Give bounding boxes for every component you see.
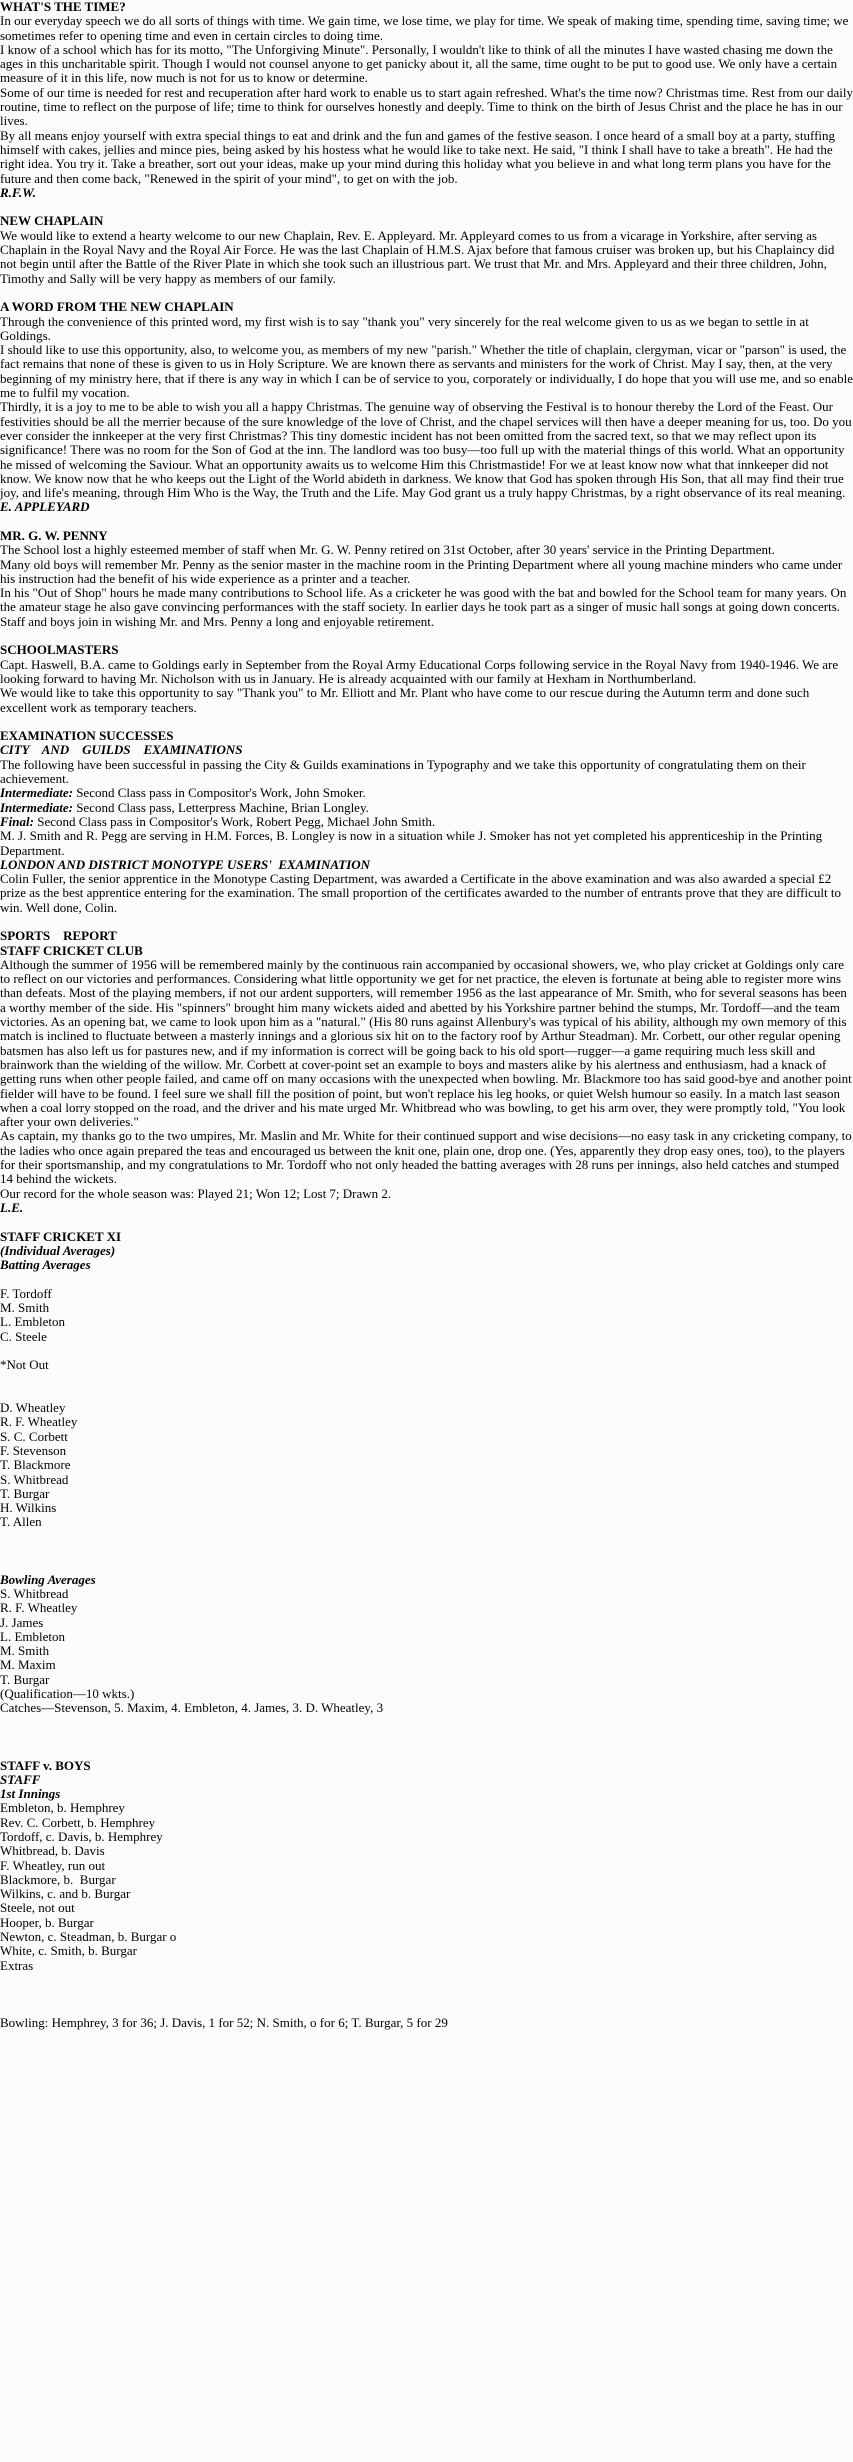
- bowling-averages-heading: Bowling Averages: [0, 1571, 96, 1587]
- scorecard-line: Blackmore, b. Burgar: [0, 1871, 116, 1887]
- cricket-xi-section: [0, 1230, 853, 1716]
- exam-detail: Second Class pass in Compositor's Work, John Smoker.: [72, 785, 366, 801]
- schoolmasters-heading: SCHOOLMASTERS: [0, 642, 119, 658]
- what-time-paragraph: By all means enjoy yourself with extra special things to eat and drink and the fun and games of the festive season. I once heard of a small boy at a party, stuffing himself with cakes, jellies and mince pies, being asked by his hostess what he would like to take next. He said, "I think I shall have to take a breath". He had the right idea. You try it. Take a breather, sort out your ideas, make up your mind during this holiday what you believe in and what long term plans you have for the future and then come back, "Renewed in the spirit of your mind", to get on with the job.: [0, 127, 836, 186]
- scorecard-line: Newton, c. Steadman, b. Burgar o: [0, 1929, 177, 1945]
- what-time-paragraph: Some of our time is needed for rest and recuperation after hard work to enable us to start again refreshed. What's the time now? Christmas time. Rest from our daily routine, time to reflect on the purpose of life; time to think for ourselves honestly and deeply. Time to think on the birth of Jesus Christ and the place he has in our lives.: [0, 84, 853, 129]
- batting-player: M. Smith: [0, 1300, 50, 1316]
- batting-player: D. Wheatley: [0, 1400, 66, 1416]
- exam-level: Intermediate:: [0, 799, 73, 815]
- penny-paragraph: Staff and boys join in wishing Mr. and Mrs. Penny a long and enjoyable retirement.: [0, 613, 435, 629]
- bowling-player: L. Embleton: [0, 1628, 65, 1644]
- schoolmasters-paragraph: Capt. Haswell, B.A. came to Goldings early in September from the Royal Army Educational Corps following service in the Royal Navy from 1940-1946. We are looking forward to having Mr. Nicholson with us in January. He is already acquainted with our family at Hexham in Northumberland.: [0, 656, 839, 686]
- word-chaplain-paragraph: Through the convenience of this printed word, my first wish is to say "thank you" very sincerely for the real welcome given to us as we began to settle in at Goldings.: [0, 313, 809, 343]
- sports-signature: L.E.: [0, 1199, 24, 1215]
- staff-v-boys-section: [0, 1759, 853, 2031]
- scorecard-line: Whitbread, b. Davis: [0, 1843, 105, 1859]
- scorecard-line: Steele, not out: [0, 1900, 75, 1916]
- word-chaplain-paragraph: Thirdly, it is a joy to me to be able to wish you all a happy Christmas. The genuine way of observing the Festival is to honour thereby the Lord of the Feast. Our festivities should be all the merrier because of the sure knowledge of the love of Christ, and the chapel services will then have a deeper meaning for us, too. Do you ever consider the innkeeper at the very first Christmas? This tiny domestic incident has not been omitted from the sacred text, so that we may reflect upon its significance! There was no room for the Son of God at the inn. The landlord was too busy—too full up with the material things of this world. What an opportunity he missed of welcoming the Saviour. What an opportunity awaits us to welcome Him this Christmastide! For we at least know now what that innkeeper did not know. We know now that he who keeps out the Light of the World abideth in darkness. We know that God has spoken through His Son, that all may find their true joy, and life's meaning, through Him Who is the Way, the Truth and the Life. May God grant us a truly happy Christmas, by a right observance of its real meaning.: [0, 399, 852, 501]
- schoolmasters-paragraph: We would like to take this opportunity to say "Thank you" to Mr. Elliott and Mr. Plant who have come to our rescue during the Autumn term and done such excellent work as temporary teachers.: [0, 685, 810, 715]
- what-time-paragraph: I know of a school which has for its motto, "The Unforgiving Minute". Personally, I wouldn't like to think of all the minutes I have wasted chasing me down the ages in this uncharitable spirit. Though I would not counsel anyone to get panicky about it, all the same, time ought to be put to good use. We only have a certain measure of it in this life, now much is not for us to know or determine.: [0, 41, 838, 86]
- innings-label: 1st Innings: [0, 1786, 61, 1802]
- individual-averages-label: (Individual Averages): [0, 1242, 116, 1258]
- scorecard-line: F. Wheatley, run out: [0, 1857, 106, 1873]
- batting-player: T. Blackmore: [0, 1457, 71, 1473]
- scorecard-line: Hooper, b. Burgar: [0, 1914, 94, 1930]
- batting-player: C. Steele: [0, 1328, 47, 1344]
- monotype-heading: LONDON AND DISTRICT MONOTYPE USERS' EXAMINATION: [0, 856, 371, 872]
- what-time-signature: R.F.W.: [0, 184, 37, 200]
- schoolmasters-section: [0, 643, 853, 714]
- penny-paragraph: The School lost a highly esteemed member of staff when Mr. G. W. Penny retired on 31st October, after 30 years' service in the Printing Department.: [0, 542, 775, 558]
- batting-player: S. Whitbread: [0, 1471, 69, 1487]
- batting-averages-heading: Batting Averages: [0, 1257, 91, 1273]
- bowling-player: T. Burgar: [0, 1671, 50, 1687]
- scorecard-line: Wilkins, c. and b. Burgar: [0, 1886, 131, 1902]
- new-chaplain-section: [0, 214, 853, 285]
- catches-line: Catches—Stevenson, 5. Maxim, 4. Embleton, 4. James, 3. D. Wheatley, 3: [0, 1700, 384, 1716]
- sports-paragraph: As captain, my thanks go to the two umpires, Mr. Maslin and Mr. White for their continued support and wise decisions—no easy task in any cricketing company, to the ladies who once again prepared the teas and encouraged us between the knit one, plain one, drop one. (Yes, apparently they drop easy ones, too), to the players for their sportsmanship, and my congratulations to Mr. Tordoff who not only headed the batting averages with 28 runs per innings, also held catches and stumped 14 behind the wickets.: [0, 1128, 852, 1187]
- sports-section: [0, 929, 853, 1215]
- scorecard-line: Tordoff, c. Davis, b. Hemphrey: [0, 1829, 163, 1844]
- cricket-club-heading: STAFF CRICKET CLUB: [0, 942, 143, 958]
- exam-level: Final:: [0, 813, 34, 829]
- new-chaplain-paragraph: We would like to extend a hearty welcome to our new Chaplain, Rev. E. Appleyard. Mr. Appleyard comes to us from a vicarage in Yorkshire, after serving as Chaplain in the Royal Navy and the Royal Air Force. He was the last Chaplain of H.M.S. Ajax before that famous cruiser was broken up, but his Chaplaincy did not begin until after the Battle of the River Plate in which she took such an illustrious part. We trust that Mr. and Mrs. Appleyard and their three children, John, Timothy and Sally will be very happy as members of our family.: [0, 227, 835, 286]
- not-out-note: *Not Out: [0, 1357, 49, 1373]
- cricket-xi-heading: STAFF CRICKET XI: [0, 1228, 122, 1244]
- exam-result: [0, 801, 853, 815]
- bowling-player: J. James: [0, 1614, 44, 1630]
- word-chaplain-signature: E. APPLEYARD: [0, 499, 90, 515]
- new-chaplain-heading: NEW CHAPLAIN: [0, 213, 104, 229]
- exams-heading: EXAMINATION SUCCESSES: [0, 728, 174, 744]
- exam-result: [0, 786, 853, 800]
- batting-player: T. Allen: [0, 1514, 42, 1530]
- bowling-player: S. Whitbread: [0, 1585, 69, 1601]
- bowling-player: M. Smith: [0, 1643, 50, 1659]
- sports-paragraph: Although the summer of 1956 will be remembered mainly by the continuous rain accompanied by occasional showers, we, who play cricket at Goldings only care to reflect on our victories and performances. Considering what little opportunity we get for net practice, the eleven is fortunate at being able to register more wins than defeats. Most of the playing members, if not our ardent supporters, will remember 1956 as the last appearance of Mr. Smith, who for several seasons has been a worthy member of the side. His "spinners" brought him many wickets aided and abetted by his Yorkshire partner behind the stumps, Mr. Tordoff—and the team victories. As an opening bat, we came to look upon him as a "natural." (His 80 runs against Allenbury's was typical of his ability, although my own memory of this match is inclined to fluctuate between a masterly innings and a glorious six hit on to the factory roof by Arthur Steadman). Mr. Corbett, our other regular opening batsmen has also left us for pastures new, and if my information is correct will be going back to his old sport—rugger—a game requiring much less skill and brainwork than the wielding of the willow. Mr. Corbett at cover-point set an example to boys and masters alike by his alertness and enthusiasm, had a knack of getting runs when other people failed, and came off on many occasions with the unexpected when bowling. Mr. Blackmore too has said good-bye and another point fielder will have to be found. I feel sure we shall fill the position of point, but won't replace his leg hooks, or quiet Welsh humour so easily. In a match last season when a coal lorry stopped on the road, and the driver and his mate urged Mr. Whitbread who was bowling, to get his arm over, they were promptly told, "You look after your own deliveries.": [0, 956, 852, 1130]
- exams-intro: The following have been successful in passing the City & Guilds examinations in Typography and we take this opportunity of congratulating them on their achievement.: [0, 756, 806, 787]
- batting-player: H. Wilkins: [0, 1500, 57, 1516]
- penny-heading: MR. G. W. PENNY: [0, 527, 108, 543]
- sports-paragraph: Our record for the whole season was: Played 21; Won 12; Lost 7; Drawn 2.: [0, 1185, 392, 1201]
- penny-section: [0, 529, 853, 629]
- batting-player: F. Stevenson: [0, 1442, 67, 1458]
- exam-detail: Second Class pass, Letterpress Machine, Brian Longley.: [72, 799, 369, 815]
- word-chaplain-paragraph: I should like to use this opportunity, also, to welcome you, as members of my new "parish." Whether the title of chaplain, clergyman, vicar or "parson" is used, the fact remains that none of these is given to us in Holy Scripture. We are known there as servants and ministers for the work of Christ. May I say, then, at the very beginning of my ministry here, that if there is any way in which I can be of service to you, corporately or individually, I do hope that you will use me, and so enable me to fulfil my vocation.: [0, 342, 853, 401]
- batting-player: R. F. Wheatley: [0, 1414, 78, 1430]
- bowling-player: R. F. Wheatley: [0, 1600, 78, 1616]
- word-chaplain-section: [0, 300, 853, 514]
- scorecard-line: White, c. Smith, b. Burgar: [0, 1943, 137, 1959]
- monotype-text: Colin Fuller, the senior apprentice in the Monotype Casting Department, was awarded a Certificate in the above examination and was also awarded a special £2 prize as the best apprentice entering for the examination. The small proportion of the certificates awarded to the number of entrants prove that they are difficult to win. Well done, Colin.: [0, 871, 841, 915]
- team-label: STAFF: [0, 1771, 41, 1787]
- exams-subheading: CITY AND GUILDS EXAMINATIONS: [0, 742, 243, 758]
- bowling-summary: Bowling: Hemphrey, 3 for 36; J. Davis, 1 for 52; N. Smith, o for 6; T. Burgar, 5 for 29: [0, 2014, 448, 2030]
- what-time-heading: WHAT'S THE TIME?: [0, 0, 126, 14]
- scorecard-line: Embleton, b. Hemphrey: [0, 1800, 125, 1816]
- scorecard-line: Rev. C. Corbett, b. Hemphrey: [0, 1814, 156, 1830]
- exam-level: Intermediate:: [0, 785, 73, 801]
- bowling-player: M. Maxim: [0, 1657, 56, 1673]
- penny-paragraph: In his "Out of Shop" hours he made many contributions to School life. As a cricketer he was good with the bat and bowled for the School team for many years. On the amateur stage he also gave convincing performances with the staff society. In earlier days he took part as a singer of music hall songs at going down concerts.: [0, 585, 847, 615]
- exam-result: [0, 815, 853, 829]
- batting-player: L. Embleton: [0, 1314, 65, 1330]
- what-time-section: [0, 0, 853, 200]
- scorecard-line: Extras: [0, 1957, 34, 1973]
- batting-player: T. Burgar: [0, 1485, 50, 1501]
- batting-player: S. C. Corbett: [0, 1428, 68, 1444]
- staff-v-boys-heading: STAFF v. BOYS: [0, 1757, 91, 1773]
- word-chaplain-heading: A WORD FROM THE NEW CHAPLAIN: [0, 299, 234, 315]
- sports-heading: SPORTS REPORT: [0, 928, 117, 944]
- penny-paragraph: Many old boys will remember Mr. Penny as the senior master in the machine room in the Printing Department where all young machine minders who came under his instruction had the benefit of his wide experience as a printer and a teacher.: [0, 556, 843, 586]
- exams-note: M. J. Smith and R. Pegg are serving in H.M. Forces, B. Longley is now in a situation while J. Smoker has not yet completed his apprenticeship in the Printing Department.: [0, 828, 823, 858]
- exam-detail: Second Class pass in Compositor's Work, Robert Pegg, Michael John Smith.: [33, 813, 436, 829]
- batting-player: F. Tordoff: [0, 1285, 52, 1301]
- exams-section: [0, 729, 853, 915]
- qualification-note: (Qualification—10 wkts.): [0, 1686, 135, 1702]
- what-time-paragraph: In our everyday speech we do all sorts of things with time. We gain time, we lose time, we play for time. We speak of making time, spending time, saving time; we sometimes refer to opening time and even in certain circles to doing time.: [0, 13, 849, 43]
